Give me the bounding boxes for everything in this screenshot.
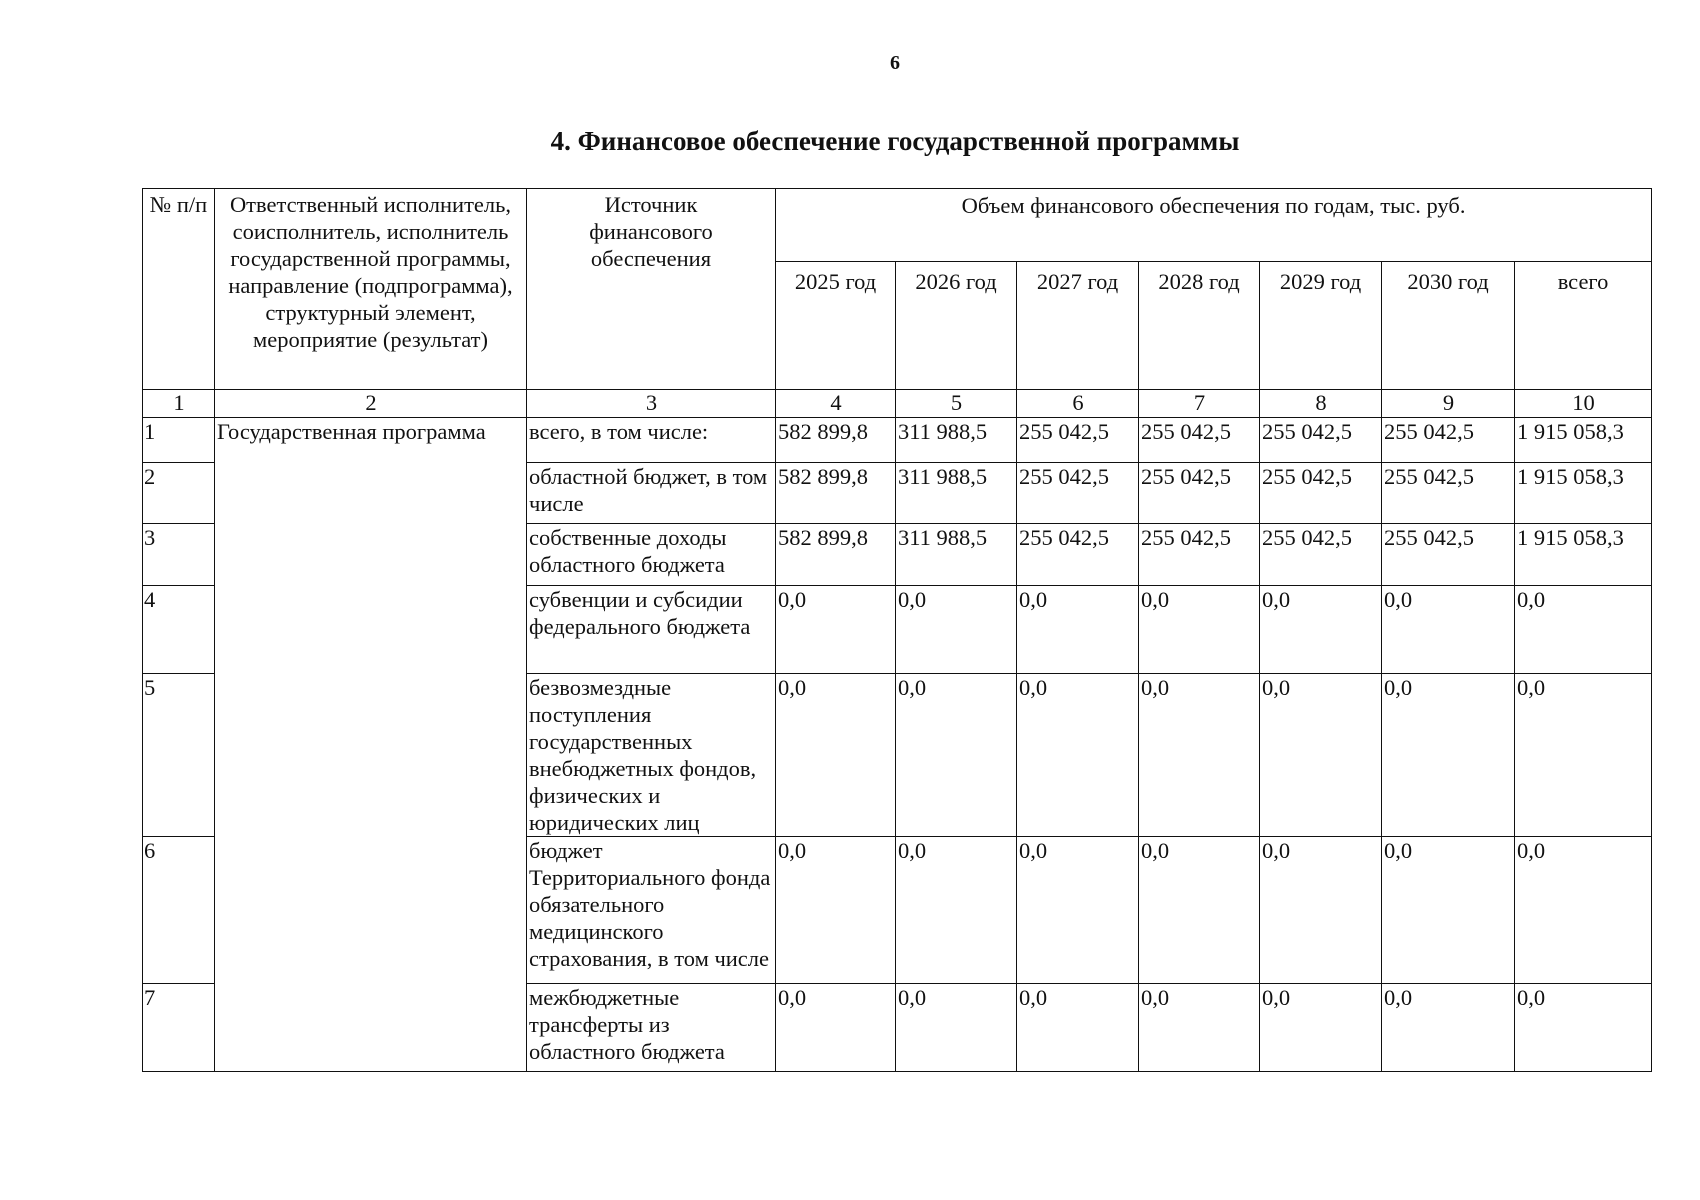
row-number: 5 bbox=[143, 674, 215, 837]
column-number: 10 bbox=[1515, 390, 1652, 418]
value-2029: 255 042,5 bbox=[1260, 524, 1382, 586]
header-year-2030: 2030 год bbox=[1382, 262, 1515, 390]
source-cell: безвозмездные поступления государственных внебюджетных фондов, физических и юридических лиц bbox=[527, 674, 776, 837]
value-2028: 255 042,5 bbox=[1139, 418, 1260, 463]
header-year-2027: 2027 год bbox=[1017, 262, 1139, 390]
value-2027: 0,0 bbox=[1017, 984, 1139, 1072]
financial-table bbox=[142, 188, 1652, 1072]
header-source: Источник финансового обеспечения bbox=[527, 189, 776, 390]
header-num: № п/п bbox=[143, 189, 215, 390]
value-total: 0,0 bbox=[1515, 837, 1652, 984]
value-2027: 0,0 bbox=[1017, 586, 1139, 674]
value-2030: 0,0 bbox=[1382, 984, 1515, 1072]
value-2030: 0,0 bbox=[1382, 586, 1515, 674]
source-cell: субвенции и субсидии федерального бюджета bbox=[527, 586, 776, 674]
source-cell: межбюджетные трансферты из областного бюджета bbox=[527, 984, 776, 1072]
value-2025: 0,0 bbox=[776, 984, 896, 1072]
page-title: 4. Финансовое обеспечение государственной программы bbox=[550, 126, 1240, 156]
source-cell: всего, в том числе: bbox=[527, 418, 776, 463]
value-2026: 0,0 bbox=[896, 837, 1017, 984]
value-2027: 0,0 bbox=[1017, 674, 1139, 837]
value-2027: 255 042,5 bbox=[1017, 463, 1139, 524]
header-executor: Ответственный исполнитель, соисполнитель, исполнитель государственной программы, направление (подпрограмма), структурный элемент, мероприятие (результат) bbox=[215, 189, 527, 390]
table-row bbox=[143, 418, 1652, 463]
value-2029: 0,0 bbox=[1260, 837, 1382, 984]
row-number: 2 bbox=[143, 463, 215, 524]
row-number: 6 bbox=[143, 837, 215, 984]
value-2026: 0,0 bbox=[896, 984, 1017, 1072]
value-total: 0,0 bbox=[1515, 674, 1652, 837]
value-2026: 0,0 bbox=[896, 586, 1017, 674]
column-number: 3 bbox=[527, 390, 776, 418]
column-number: 7 bbox=[1139, 390, 1260, 418]
value-2027: 255 042,5 bbox=[1017, 418, 1139, 463]
column-number: 1 bbox=[143, 390, 215, 418]
value-2029: 0,0 bbox=[1260, 984, 1382, 1072]
page-number: 6 bbox=[890, 52, 900, 74]
column-number: 6 bbox=[1017, 390, 1139, 418]
column-number: 8 bbox=[1260, 390, 1382, 418]
value-2025: 582 899,8 bbox=[776, 418, 896, 463]
value-2029: 0,0 bbox=[1260, 586, 1382, 674]
row-number: 7 bbox=[143, 984, 215, 1072]
source-cell: собственные доходы областного бюджета bbox=[527, 524, 776, 586]
value-total: 0,0 bbox=[1515, 586, 1652, 674]
executor-cell: Государственная программа bbox=[215, 418, 527, 1072]
value-2030: 255 042,5 bbox=[1382, 524, 1515, 586]
value-2028: 255 042,5 bbox=[1139, 524, 1260, 586]
value-2029: 0,0 bbox=[1260, 674, 1382, 837]
header-year-2028: 2028 год bbox=[1139, 262, 1260, 390]
value-2025: 0,0 bbox=[776, 674, 896, 837]
value-2026: 311 988,5 bbox=[896, 524, 1017, 586]
value-2030: 255 042,5 bbox=[1382, 418, 1515, 463]
header-year-2029: 2029 год bbox=[1260, 262, 1382, 390]
value-2028: 255 042,5 bbox=[1139, 463, 1260, 524]
value-2028: 0,0 bbox=[1139, 837, 1260, 984]
value-2029: 255 042,5 bbox=[1260, 418, 1382, 463]
header-year-2026: 2026 год bbox=[896, 262, 1017, 390]
source-cell: областной бюджет, в том числе bbox=[527, 463, 776, 524]
value-2025: 0,0 bbox=[776, 586, 896, 674]
value-2028: 0,0 bbox=[1139, 586, 1260, 674]
value-2030: 255 042,5 bbox=[1382, 463, 1515, 524]
value-2026: 311 988,5 bbox=[896, 418, 1017, 463]
value-2026: 311 988,5 bbox=[896, 463, 1017, 524]
row-number: 1 bbox=[143, 418, 215, 463]
value-2030: 0,0 bbox=[1382, 674, 1515, 837]
value-2030: 0,0 bbox=[1382, 837, 1515, 984]
source-cell: бюджет Территориального фонда обязательного медицинского страхования, в том числе bbox=[527, 837, 776, 984]
header-total: всего bbox=[1515, 262, 1652, 390]
column-number: 9 bbox=[1382, 390, 1515, 418]
value-2027: 0,0 bbox=[1017, 837, 1139, 984]
value-total: 1 915 058,3 bbox=[1515, 524, 1652, 586]
column-number: 5 bbox=[896, 390, 1017, 418]
value-total: 0,0 bbox=[1515, 984, 1652, 1072]
value-2025: 582 899,8 bbox=[776, 524, 896, 586]
value-2028: 0,0 bbox=[1139, 984, 1260, 1072]
header-volume-group: Объем финансового обеспечения по годам, тыс. руб. bbox=[776, 189, 1652, 262]
row-number: 3 bbox=[143, 524, 215, 586]
column-number: 2 bbox=[215, 390, 527, 418]
value-2025: 582 899,8 bbox=[776, 463, 896, 524]
column-number: 4 bbox=[776, 390, 896, 418]
value-2025: 0,0 bbox=[776, 837, 896, 984]
value-total: 1 915 058,3 bbox=[1515, 418, 1652, 463]
header-year-2025: 2025 год bbox=[776, 262, 896, 390]
value-2028: 0,0 bbox=[1139, 674, 1260, 837]
row-number: 4 bbox=[143, 586, 215, 674]
value-2026: 0,0 bbox=[896, 674, 1017, 837]
value-2029: 255 042,5 bbox=[1260, 463, 1382, 524]
column-number-row bbox=[143, 390, 1652, 418]
value-total: 1 915 058,3 bbox=[1515, 463, 1652, 524]
value-2027: 255 042,5 bbox=[1017, 524, 1139, 586]
